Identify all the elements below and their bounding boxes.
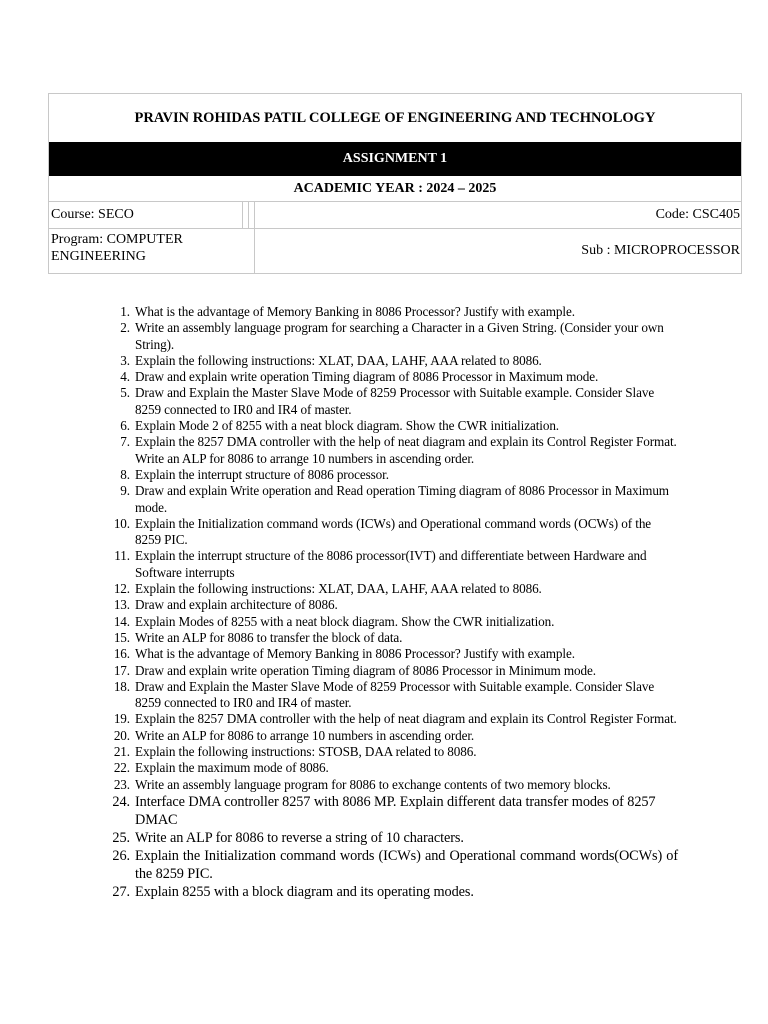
question-item [104,744,678,760]
question-item [104,304,678,320]
question-item [104,679,678,712]
question-text: Explain the interrupt structure of 8086 processor. [135,466,389,482]
course-row [49,202,741,229]
question-item [104,320,678,353]
question-text: Draw and explain Write operation and Read operation Timing diagram of 8086 Processor in Maximum mode. [135,483,669,515]
question-number: 4. [120,369,130,385]
question-text: Explain the Initialization command words (ICWs) and Operational command words(OCWs) of the 8259 PIC. [135,847,678,882]
question-number: 7. [120,434,130,450]
question-number: 23. [113,776,130,792]
question-text: Explain the following instructions: XLAT, DAA, LAHF, AAA related to 8086. [135,352,542,368]
question-list [104,304,678,901]
question-number: 21. [113,744,130,760]
question-text: Explain the following instructions: STOSB, DAA related to 8086. [135,744,477,760]
question-item [104,516,678,549]
question-text: Explain 8255 with a block diagram and its operating modes. [135,883,474,900]
question-text: What is the advantage of Memory Banking in 8086 Processor? Justify with example. [135,646,575,662]
question-number: 17. [113,662,130,678]
question-number: 19. [113,711,130,727]
course-label: Course: SECO [49,202,243,228]
question-item [104,418,678,434]
question-text: Explain the Initialization command words (ICWs) and Operational command words (OCWs) of the 8259 PIC. [135,515,652,548]
question-text: Write an assembly language program for searching a Character in a Given String. (Consider your own String). [135,320,664,352]
question-item [104,434,678,467]
question-text: Explain the interrupt structure of the 8086 processor(IVT) and differentiate between Hardware and Software interrupts [135,548,647,580]
question-item [104,777,678,793]
question-number: 24. [112,793,130,810]
question-item [104,883,678,901]
question-number: 20. [113,727,130,743]
question-number: 10. [113,515,130,531]
question-item [104,353,678,369]
question-item [104,483,678,516]
question-text: Interface DMA controller 8257 with 8086 MP. Explain different data transfer modes of 8257 DMAC [135,793,656,828]
question-number: 8. [120,466,130,482]
question-number: 1. [120,304,130,319]
question-number: 15. [113,629,130,645]
question-text: Explain the following instructions: XLAT, DAA, LAHF, AAA related to 8086. [135,581,542,597]
question-item [104,829,678,847]
question-text: Draw and explain write operation Timing diagram of 8086 Processor in Maximum mode. [135,369,599,385]
question-item [104,728,678,744]
question-item [104,581,678,597]
question-text: Draw and explain architecture of 8086. [135,597,338,613]
college-name: PRAVIN ROHIDAS PATIL COLLEGE OF ENGINEERING AND TECHNOLOGY [134,109,656,126]
subject-label: Sub : MICROPROCESSOR [581,243,740,258]
question-item [104,597,678,613]
question-text: Write an ALP for 8086 to transfer the block of data. [135,629,403,645]
question-item [104,467,678,483]
header-table [48,93,742,274]
question-number: 27. [112,883,130,900]
question-text: Draw and explain write operation Timing diagram of 8086 Processor in Minimum mode. [135,662,596,678]
question-text: Explain the 8257 DMA controller with the help of neat diagram and explain its Control Register Format. Write an ALP for 8086 to arrange 10 numbers in ascending order. [135,434,677,466]
question-number: 9. [120,483,130,499]
question-number: 22. [113,760,130,776]
program-row [49,229,741,273]
question-item [104,369,678,385]
question-number: 26. [112,847,130,864]
question-text: Write an ALP for 8086 to arrange 10 numbers in ascending order. [135,727,475,743]
question-number: 2. [120,320,130,336]
question-number: 6. [120,418,130,434]
question-text: Draw and Explain the Master Slave Mode of 8259 Processor with Suitable example. Consider Slave 8259 connected to IR0 and IR4 of master. [135,385,655,417]
question-number: 16. [113,646,130,662]
question-item [104,646,678,662]
question-item [104,548,678,581]
question-item [104,663,678,679]
question-text: Draw and Explain the Master Slave Mode of 8259 Processor with Suitable example. Consider Slave 8259 connected to IR0 and IR4 of master. [135,678,655,711]
question-number: 13. [113,597,130,613]
academic-year: ACADEMIC YEAR : 2024 – 2025 [49,176,741,202]
question-number: 11. [114,548,130,564]
question-text: Explain the maximum mode of 8086. [135,760,329,776]
question-text: Explain the 8257 DMA controller with the help of neat diagram and explain its Control Register Format. [135,711,677,727]
question-number: 18. [113,678,130,694]
course-code: Code: CSC405 [655,207,740,222]
question-text: Explain Modes of 8255 with a neat block diagram. Show the CWR initialization. [135,613,555,629]
question-item [104,793,678,829]
question-item [104,385,678,418]
question-item [104,760,678,776]
question-text: Explain Mode 2 of 8255 with a neat block diagram. Show the CWR initialization. [135,418,560,434]
question-number: 12. [113,581,130,597]
question-number: 25. [112,829,130,846]
question-number: 3. [120,352,130,368]
question-item [104,711,678,727]
question-text: What is the advantage of Memory Banking in 8086 Processor? Justify with example. [135,304,575,319]
assignment-title: ASSIGNMENT 1 [49,142,741,176]
question-item [104,630,678,646]
question-number: 5. [120,385,130,401]
question-item [104,614,678,630]
question-item [104,847,678,883]
question-number: 14. [113,613,130,629]
question-text: Write an assembly language program for 8086 to exchange contents of two memory blocks. [135,776,611,792]
question-text: Write an ALP for 8086 to reverse a string of 10 characters. [135,829,464,846]
program-label: Program: COMPUTER ENGINEERING [49,229,255,273]
